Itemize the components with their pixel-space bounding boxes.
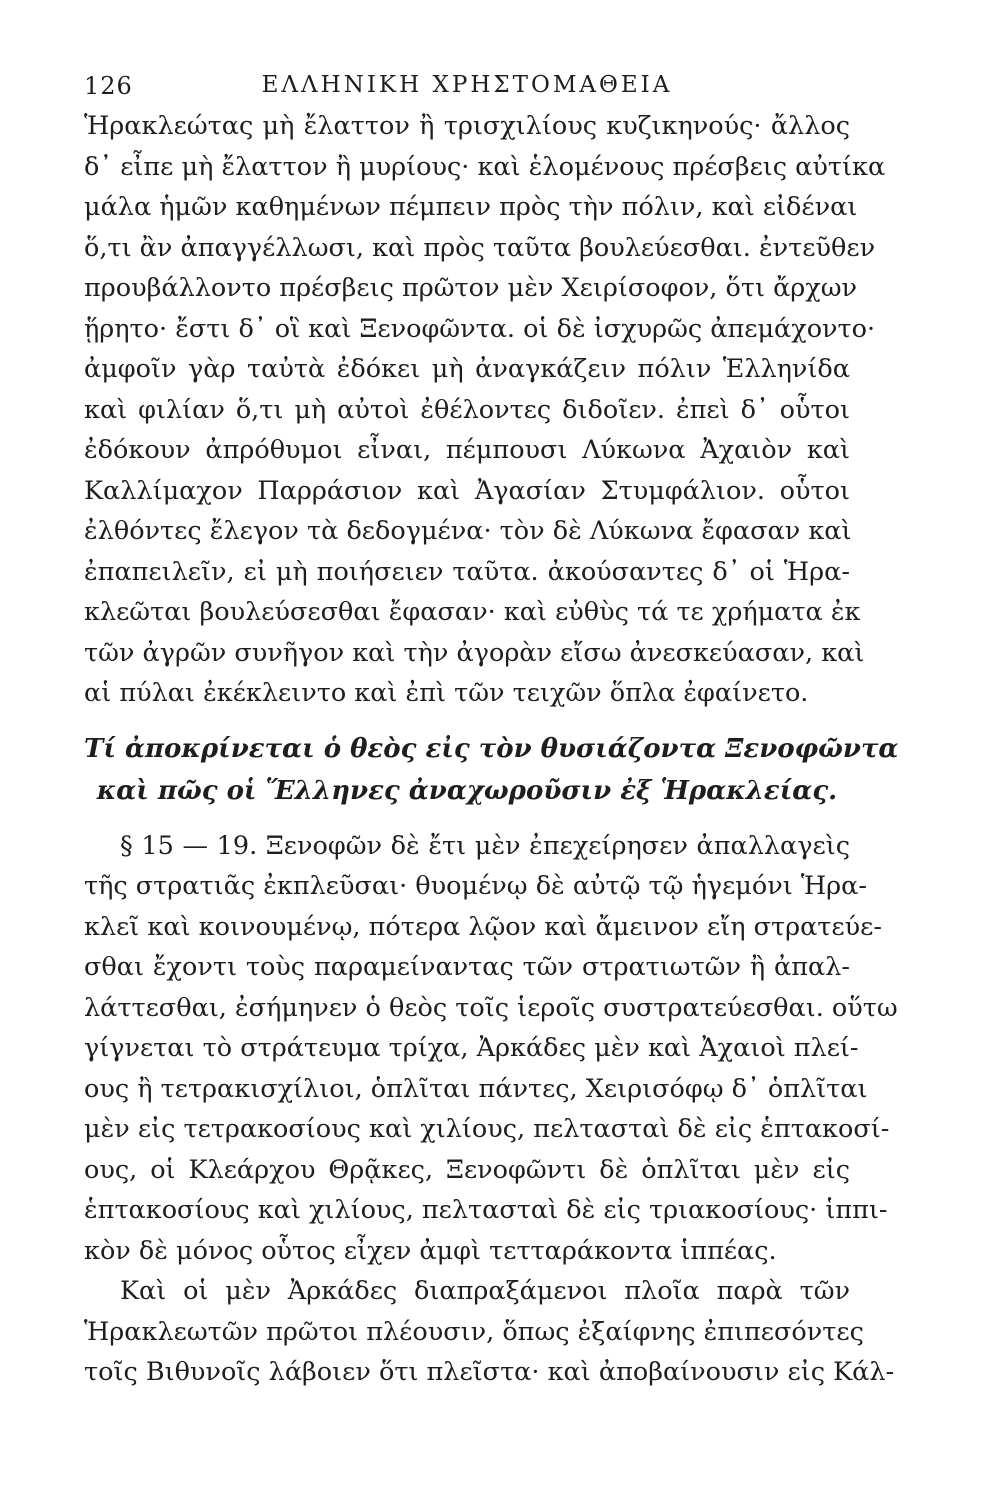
text-line: ὅ,τι ἂν ἀπαγγέλλωσι, καὶ πρὸς ταῦτα βουλεύεσθαι. ἐντεῦθεν (84, 232, 876, 263)
text-line: καὶ φιλίαν ὅ,τι μὴ αὐτοὶ ἐθέλοντες διδοῖεν. ἐπεὶ δ᾿ οὗτοι (84, 394, 850, 425)
heading-line: καὶ πῶς οἱ Ἕλληνες ἀναχωροῦσιν ἐξ Ἡρακλείας. (96, 775, 838, 806)
text-line: ἑπτακοσίους καὶ χιλίους, πελτασταὶ δὲ εἰς τριακοσίους· ἱππι- (84, 1195, 888, 1225)
paragraph-1 (84, 106, 886, 714)
text-line: μάλα ἡμῶν καθημένων πέμπειν πρὸς τὴν πόλιν, καὶ εἰδέναι (84, 192, 858, 222)
book-page (84, 60, 899, 1393)
text-line: τῶν ἀγρῶν συνῆγον καὶ τὴν ἀγορὰν εἴσω ἀνεσκεύασαν, καὶ (84, 637, 865, 668)
page-number: 126 (84, 72, 133, 100)
text-line: τοῖς Βιθυνοῖς λάβοιεν ὅτι πλεῖστα· καὶ ἀποβαίνουσιν εἰς Κάλ- (84, 1357, 895, 1387)
paragraph-3 (84, 1271, 895, 1393)
text-line: Ἡρακλεωτῶν πρῶτοι πλέουσιν, ὅπως ἐξαίφνης ἐπιπεσόντες (84, 1316, 864, 1347)
text-line: προυβάλλοντο πρέσβεις πρῶτον μὲν Χειρίσοφον, ὅτι ἄρχων (84, 273, 858, 303)
running-title: ΕΛΛΗΝΙΚΗ ΧΡΗΣΤΟΜΑΘΕΙΑ (261, 72, 673, 98)
text-line: § 15 — 19. Ξενοφῶν δὲ ἔτι μὲν ἐπεχείρησεν ἀπαλλαγεὶς (120, 830, 850, 861)
text-line: ἐλθόντες ἔλεγον τὰ δεδογμένα· τὸν δὲ Λύκωνα ἔφασαν καὶ (84, 516, 852, 546)
text-line: σθαι ἔχοντι τοὺς παραμείναντας τῶν στρατιωτῶν ἢ ἀπαλ- (84, 952, 850, 982)
paragraph-2 (84, 826, 898, 1272)
text-line: ἐδόκουν ἀπρόθυμοι εἶναι, πέμπουσι Λύκωνα Ἀχαιὸν καὶ (84, 435, 850, 465)
text-line: Καλλίμαχον Παρράσιον καὶ Ἀγασίαν Στυμφάλιον. οὗτοι (84, 475, 850, 506)
text-line: ους, οἱ Κλεάρχου Θρᾷκες, Ξενοφῶντι δὲ ὁπλῖται μὲν εἰς (84, 1154, 850, 1185)
text-line: γίγνεται τὸ στράτευμα τρίχα, Ἀρκάδες μὲν καὶ Ἀχαιοὶ πλεί- (84, 1033, 859, 1063)
text-line: λάττεσθαι, ἐσήμηνεν ὁ θεὸς τοῖς ἱεροῖς συστρατεύεσθαι. οὕτω (84, 992, 898, 1023)
text-line: ἀμφοῖν γὰρ ταὐτὰ ἐδόκει μὴ ἀναγκάζειν πόλιν Ἑλληνίδα (84, 354, 850, 384)
text-line: κὸν δὲ μόνος οὗτος εἶχεν ἀμφὶ τετταράκοντα ἱππέας. (84, 1235, 777, 1266)
text-line: Καὶ οἱ μὲν Ἀρκάδες διαπραξάμενοι πλοῖα παρὰ τῶν (120, 1276, 850, 1306)
text-line: τῆς στρατιᾶς ἐκπλεῦσαι· θυομένῳ δὲ αὐτῷ τῷ ἡγεμόνι Ἡρα- (84, 871, 867, 901)
text-line: δ᾿ εἶπε μὴ ἔλαττον ἢ μυρίους· καὶ ἑλομένους πρέσβεις αὐτίκα (84, 151, 886, 182)
text-line: ους ἢ τετρακισχίλιοι, ὁπλῖται πάντες, Χειρισόφῳ δ᾿ ὁπλῖται (84, 1073, 868, 1104)
text-line: αἱ πύλαι ἐκέκλειντο καὶ ἐπὶ τῶν τειχῶν ὅπλα ἐφαίνετο. (84, 678, 809, 708)
page-header (84, 60, 850, 106)
heading-line: Τί ἀποκρίνεται ὁ θεὸς εἰς τὸν θυσιάζοντα Ξενοφῶντα (84, 733, 899, 764)
text-line: κλεῖ καὶ κοινουμένῳ, πότερα λῷον καὶ ἄμεινον εἴη στρατεύε- (84, 911, 882, 942)
text-line: ᾕρητο· ἔστι δ᾿ οἳ καὶ Ξενοφῶντα. οἱ δὲ ἰσχυρῶς ἀπεμάχοντο· (84, 313, 876, 344)
text-line: κλεῶται βουλεύσεσθαι ἔφασαν· καὶ εὐθὺς τά τε χρήματα ἐκ (84, 597, 861, 627)
text-line: ἐπαπειλεῖν, εἰ μὴ ποιήσειεν ταῦτα. ἀκούσαντες δ᾿ οἱ Ἡρα- (84, 556, 850, 587)
text-line: Ἡρακλεώτας μὴ ἔλαττον ἢ τρισχιλίους κυζικηνούς· ἄλλος (84, 111, 850, 141)
text-line: μὲν εἰς τετρακοσίους καὶ χιλίους, πελτασταὶ δὲ εἰς ἑπτακοσί- (84, 1114, 890, 1144)
section-heading (84, 728, 899, 812)
